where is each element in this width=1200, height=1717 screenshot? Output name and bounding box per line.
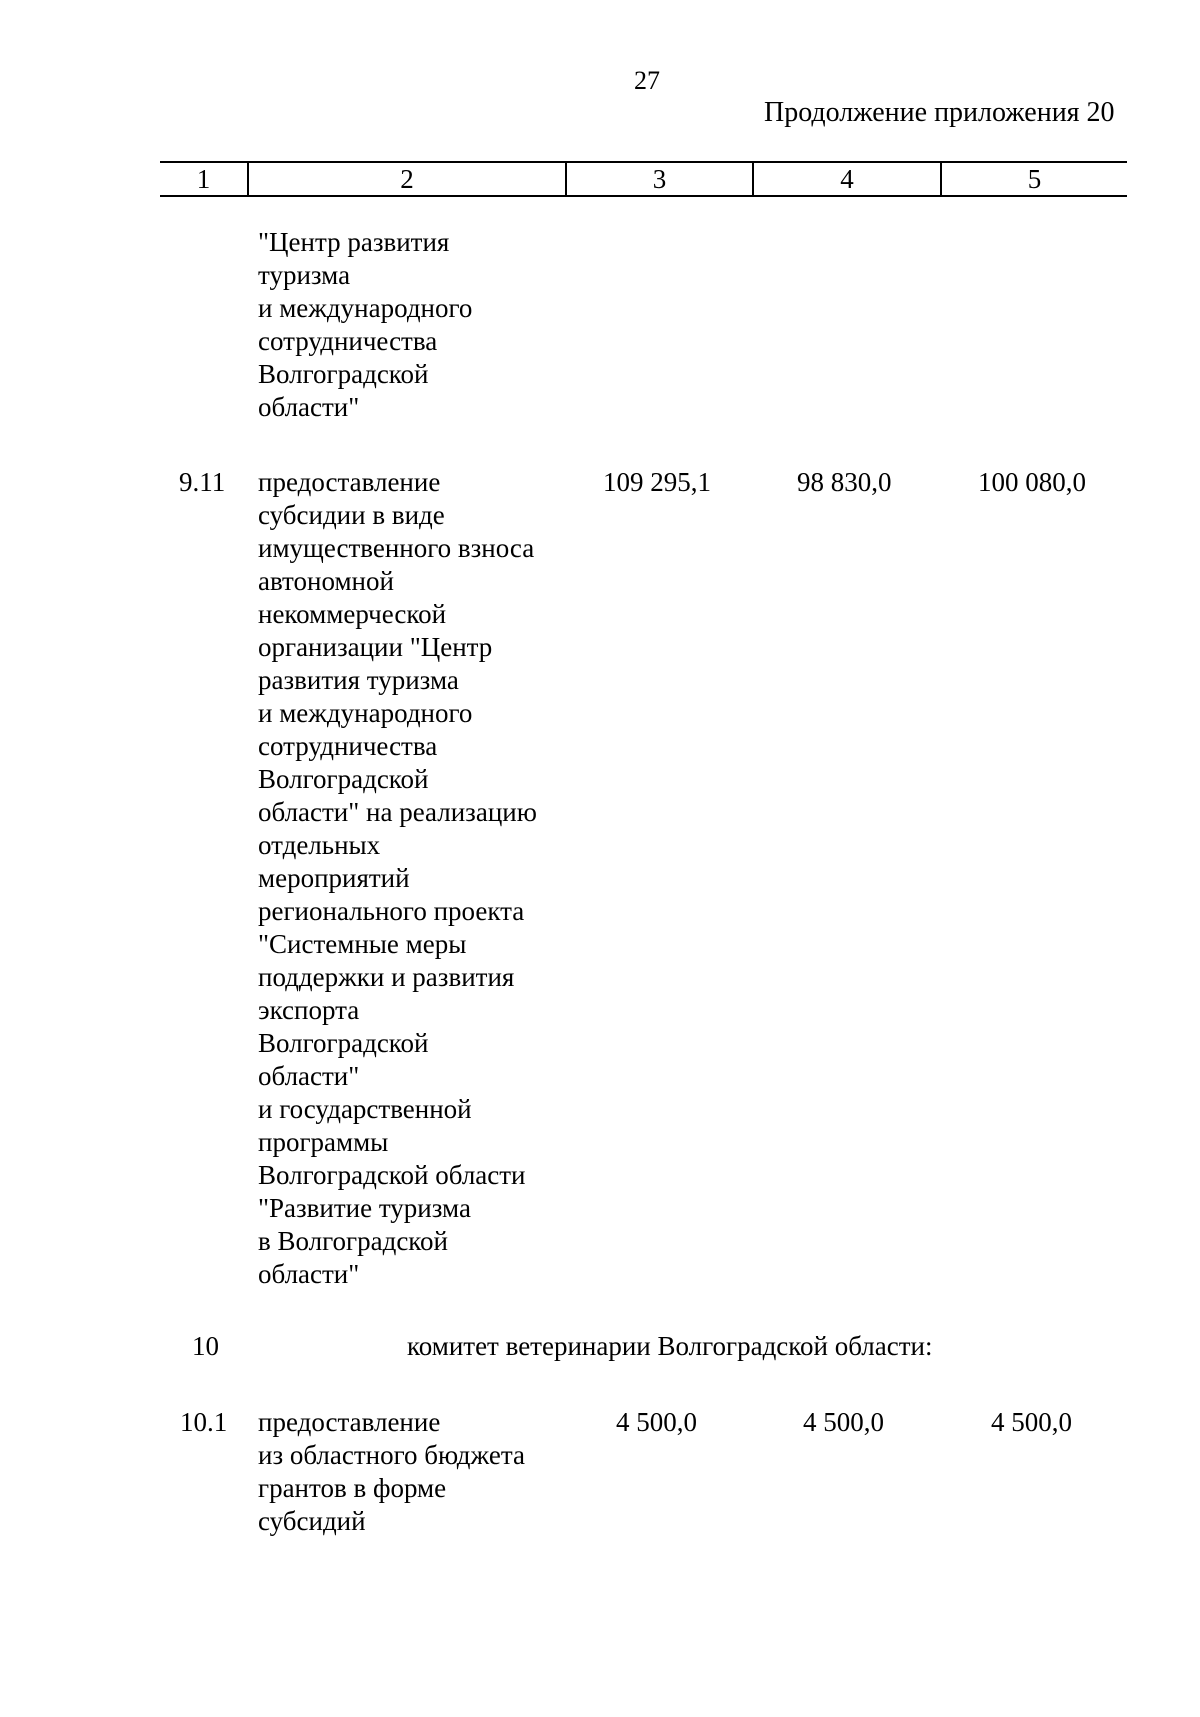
row-9-11-col-5: 100 080,0 [978, 467, 1086, 497]
text-line: Волгоградской области [258, 1160, 526, 1190]
text-line: программы [258, 1127, 389, 1157]
header-col-4: 4 [840, 164, 854, 194]
text-line: поддержки и развития [258, 962, 515, 992]
header-col-2: 2 [400, 164, 414, 194]
text-line: из областного бюджета [258, 1440, 525, 1470]
text-line: области" на реализацию [258, 797, 537, 827]
text-line: сотрудничества [258, 731, 438, 761]
text-line: области" [258, 1061, 360, 1091]
text-line: предоставление [258, 1407, 441, 1437]
row-10-1-col-4: 4 500,0 [803, 1407, 884, 1437]
text-line: мероприятий [258, 863, 410, 893]
text-line: автономной [258, 566, 394, 596]
header-col-5: 5 [1027, 164, 1042, 194]
header-col-1: 1 [196, 164, 211, 194]
row-10-title: комитет ветеринарии Волгоградской области: [407, 1331, 933, 1361]
text-line: области" [258, 392, 360, 422]
row-number-10: 10 [192, 1331, 219, 1361]
text-line: имущественного взноса [258, 533, 535, 563]
continuation-title: Продолжение приложения 20 [764, 97, 1115, 128]
row-10-1-col-5: 4 500,0 [991, 1407, 1072, 1437]
text-line: субсидий [258, 1506, 366, 1536]
text-line: субсидии в виде [258, 500, 445, 530]
text-line: в Волгоградской [258, 1226, 449, 1256]
text-line: Волгоградской [258, 359, 429, 389]
row-number-10-1: 10.1 [180, 1407, 228, 1437]
row-9-11-col-3: 109 295,1 [603, 467, 711, 497]
row-10-1-col-3: 4 500,0 [616, 1407, 697, 1437]
row-9-11-description [258, 466, 537, 1291]
row-10-1-description [258, 1406, 525, 1538]
row-number-9-11: 9.11 [179, 467, 226, 497]
text-line: и международного [258, 698, 473, 728]
text-line: Волгоградской [258, 764, 429, 794]
text-line: "Системные меры [258, 929, 467, 959]
text-line: предоставление [258, 467, 441, 497]
text-line: "Центр развития [258, 227, 450, 257]
text-line: сотрудничества [258, 326, 438, 356]
text-line: туризма [258, 260, 351, 290]
text-line: развития туризма [258, 665, 459, 695]
text-line: "Развитие туризма [258, 1193, 471, 1223]
text-line: грантов в форме [258, 1473, 447, 1503]
text-line: организации "Центр [258, 632, 493, 662]
text-line: отдельных [258, 830, 381, 860]
text-line: Волгоградской [258, 1028, 429, 1058]
text-line: и государственной [258, 1094, 472, 1124]
text-line: и международного [258, 293, 473, 323]
text-line: экспорта [258, 995, 360, 1025]
header-col-3: 3 [652, 164, 667, 194]
text-line: области" [258, 1259, 360, 1289]
text-line: регионального проекта [258, 896, 525, 926]
row-9-11-col-4: 98 830,0 [797, 467, 892, 497]
previous-row-continuation [258, 226, 472, 424]
page-number: 27 [634, 66, 660, 95]
text-line: некоммерческой [258, 599, 447, 629]
